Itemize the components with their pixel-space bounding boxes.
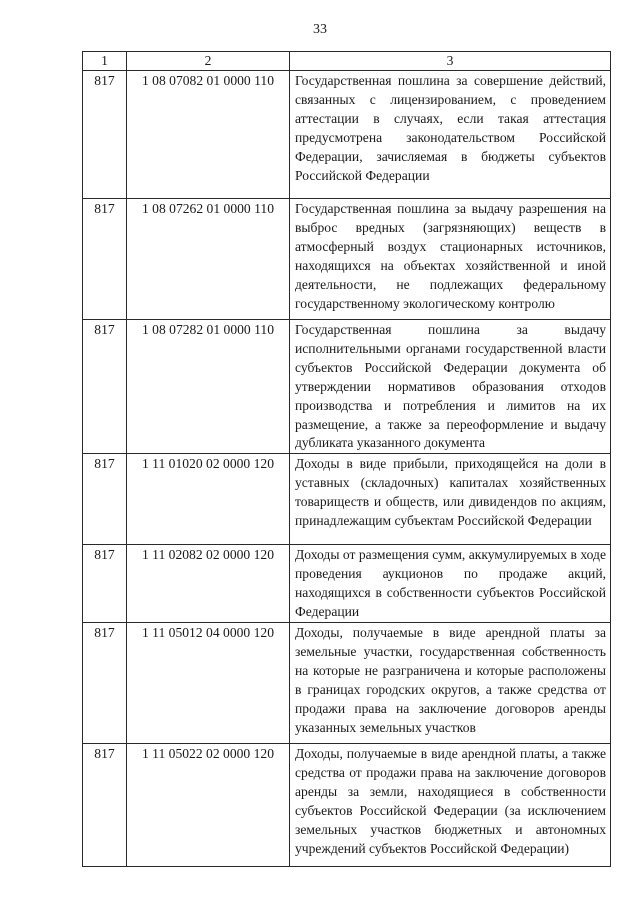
kbk-code-cell: 1 11 05012 04 0000 120 (127, 622, 290, 743)
table-row (83, 454, 611, 545)
table-row (83, 199, 611, 320)
income-codes-table (82, 51, 611, 867)
table-row (83, 622, 611, 743)
table-row (83, 71, 611, 199)
admin-code-cell: 817 (83, 71, 127, 199)
table-row (83, 545, 611, 623)
kbk-code-cell: 1 11 02082 02 0000 120 (127, 545, 290, 623)
admin-code-cell: 817 (83, 743, 127, 866)
admin-code-cell: 817 (83, 199, 127, 320)
column-header-2: 2 (127, 52, 290, 71)
kbk-code-cell: 1 11 01020 02 0000 120 (127, 454, 290, 545)
description-cell: Доходы, получаемые в виде арендной платы, а также средства от продажи права на заключение договоров аренды за земли, находящиеся в собственности субъектов Российской Федерации (за исключением земельных участков бюджетных и автономных учреждений субъектов Российской Федерации) (290, 743, 611, 866)
description-cell: Государственная пошлина за совершение действий, связанных с лицензированием, с проведением аттестации в случаях, если такая аттестация предусмотрена законодательством Российской Федерации, зачисляемая в бюджеты субъектов Российской Федерации (290, 71, 611, 199)
table-header-row (83, 52, 611, 71)
description-cell: Государственная пошлина за выдачу исполнительными органами государственной власти субъектов Российской Федерации документа об утверждении нормативов образования отходов производства и потребления и лимитов на их размещение, а также за переоформление и выдачу дубликата указанного документа (290, 320, 611, 454)
admin-code-cell: 817 (83, 622, 127, 743)
kbk-code-cell: 1 08 07282 01 0000 110 (127, 320, 290, 454)
admin-code-cell: 817 (83, 545, 127, 623)
table-row (83, 320, 611, 454)
table-row (83, 743, 611, 866)
kbk-code-cell: 1 08 07082 01 0000 110 (127, 71, 290, 199)
page-number: 33 (313, 22, 327, 37)
admin-code-cell: 817 (83, 454, 127, 545)
admin-code-cell: 817 (83, 320, 127, 454)
description-cell: Доходы в виде прибыли, приходящейся на доли в уставных (складочных) капиталах хозяйственных товариществ и обществ, или дивидендов по акциям, принадлежащим субъектам Российской Федерации (290, 454, 611, 545)
description-cell: Доходы от размещения сумм, аккумулируемых в ходе проведения аукционов по продаже акций, находящихся в собственности субъектов Российской Федерации (290, 545, 611, 623)
kbk-code-cell: 1 08 07262 01 0000 110 (127, 199, 290, 320)
description-cell: Доходы, получаемые в виде арендной платы за земельные участки, государственная собственность на которые не разграничена и которые расположены в границах городских округов, а также средства от продажи права на заключение договоров аренды указанных земельных участков (290, 622, 611, 743)
column-header-3: 3 (290, 52, 611, 71)
description-cell: Государственная пошлина за выдачу разрешения на выброс вредных (загрязняющих) веществ в атмосферный воздух стационарных источников, находящихся на объектах хозяйственной и иной деятельности, не подлежащих федеральному государственному экологическому контролю (290, 199, 611, 320)
kbk-code-cell: 1 11 05022 02 0000 120 (127, 743, 290, 866)
column-header-1: 1 (83, 52, 127, 71)
